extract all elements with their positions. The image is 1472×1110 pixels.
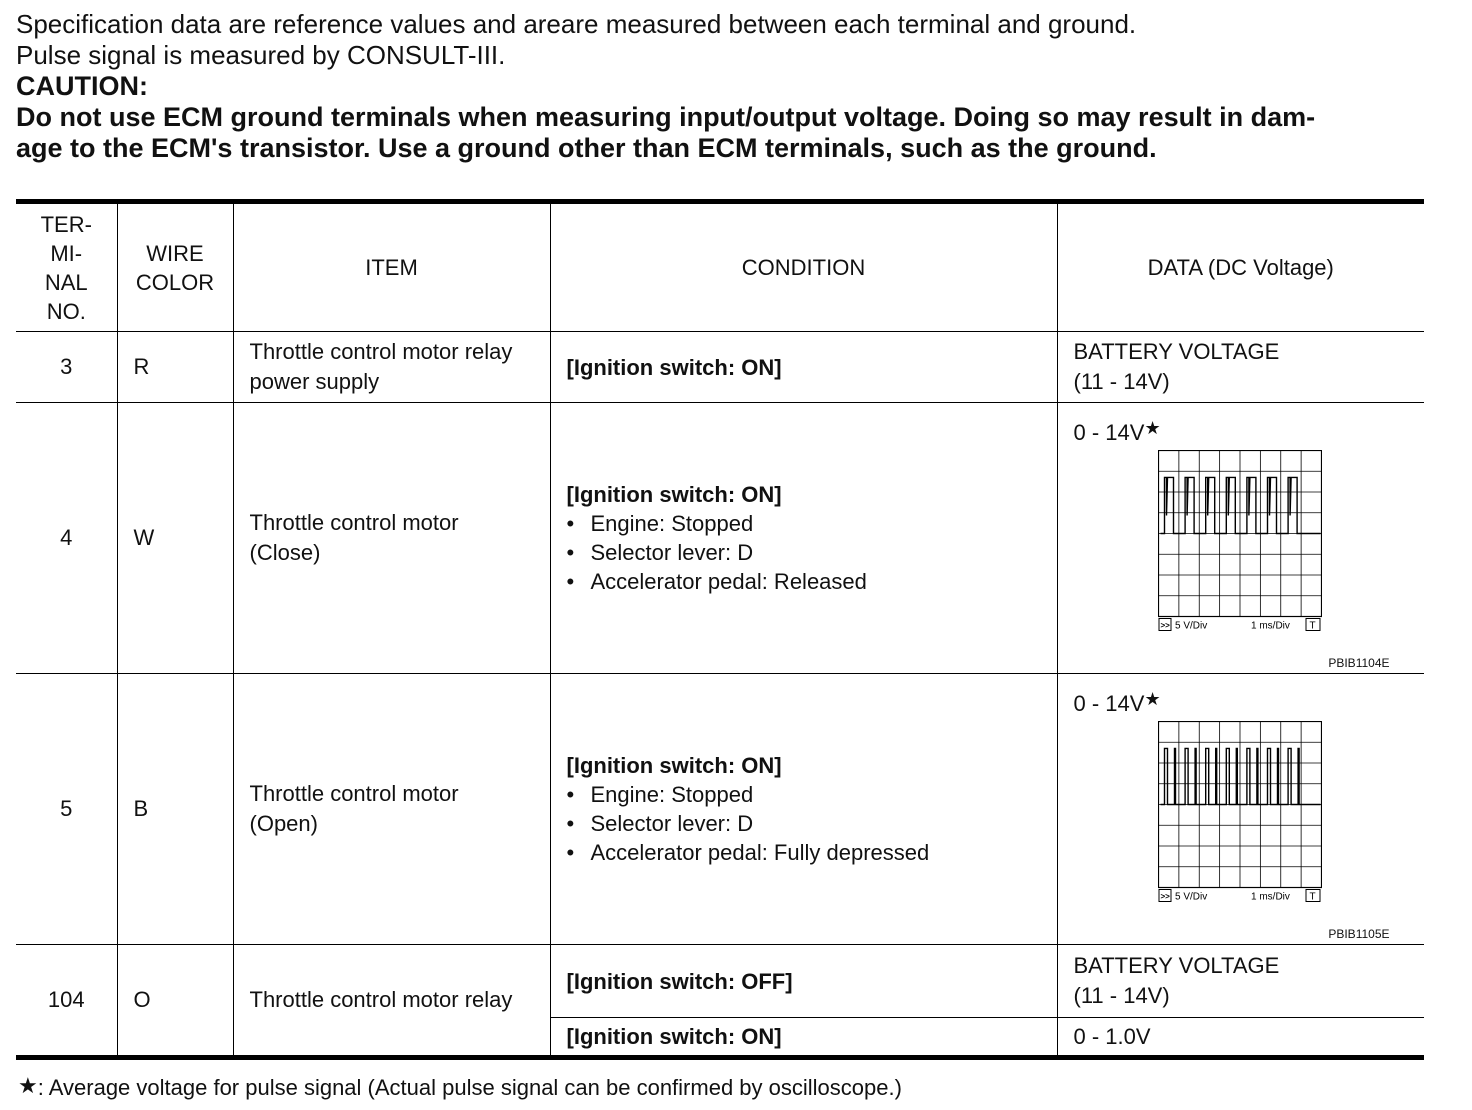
footnote-text: : Average voltage for pulse signal (Actual pulse signal can be confirmed by oscilloscope.) (37, 1075, 902, 1100)
condition-cell: [Ignition switch: OFF] (550, 945, 1057, 1018)
volts-per-div-label: 5 V/Div (1174, 891, 1207, 903)
wire-color: R (117, 332, 233, 403)
caution-line-1: Do not use ECM ground terminals when measuring input/output voltage. Doing so may result in dam- (16, 102, 1316, 132)
time-per-div-label: 1 ms/Div (1250, 891, 1290, 903)
data-cell (1057, 674, 1424, 945)
oscilloscope-waveform (1158, 721, 1322, 903)
list-item: • Engine: Stopped (567, 780, 1057, 809)
star-icon: ★ (18, 1073, 38, 1098)
table-row (16, 674, 1424, 945)
pulse-note: Pulse signal is measured by CONSULT-III. (16, 40, 506, 70)
list-item: • Engine: Stopped (567, 509, 1057, 538)
intro-text (16, 9, 1446, 164)
table-row (16, 332, 1424, 403)
data-cell: 0 - 1.0V (1057, 1018, 1424, 1058)
list-item: • Accelerator pedal: Fully depressed (567, 838, 1057, 867)
item-cell: Throttle control motor (Close) (233, 403, 550, 674)
figure-reference: PBIB1105E (1328, 927, 1390, 941)
caution-line-2: age to the ECM's transistor. Use a ground other than ECM terminals, such as the ground. (16, 133, 1157, 163)
list-item: • Accelerator pedal: Released (567, 567, 1057, 596)
oscilloscope-figure (1074, 450, 1404, 670)
data-cell (1057, 403, 1424, 674)
scope-trigger-label: T (1309, 891, 1316, 903)
table-header-row (16, 202, 1424, 332)
data-cell: BATTERY VOLTAGE (11 - 14V) (1057, 332, 1424, 403)
caution-title: CAUTION: (16, 71, 148, 101)
wire-color: O (117, 945, 233, 1058)
scope-mode-label: >> (1160, 892, 1170, 901)
header-wire-color: WIRE COLOR (117, 202, 233, 332)
wire-color: W (117, 403, 233, 674)
wire-color: B (117, 674, 233, 945)
figure-reference: PBIB1104E (1328, 656, 1390, 670)
volts-per-div-label: 5 V/Div (1174, 620, 1207, 632)
header-item: ITEM (233, 202, 550, 332)
terminal-number: 5 (16, 674, 117, 945)
terminal-number: 104 (16, 945, 117, 1058)
oscilloscope-waveform (1158, 450, 1322, 632)
header-condition: CONDITION (550, 202, 1057, 332)
terminal-number: 3 (16, 332, 117, 403)
list-item: • Selector lever: D (567, 809, 1057, 838)
item-cell: Throttle control motor relay power supply (233, 332, 550, 403)
star-icon: ★ (1144, 689, 1161, 709)
condition-list (567, 509, 1057, 596)
list-item: • Selector lever: D (567, 538, 1057, 567)
footnote (18, 1072, 902, 1102)
condition-cell: [Ignition switch: ON] • Engine: Stopped • Selector lever: D • Accelerator pedal: Fully depressed (550, 674, 1057, 945)
data-value: 0 - 14V (1073, 691, 1145, 716)
condition-cell: [Ignition switch: ON] • Engine: Stopped • Selector lever: D • Accelerator pedal: Released (550, 403, 1057, 674)
condition-cell: [Ignition switch: ON] (550, 1018, 1057, 1058)
data-value: 0 - 14V (1073, 420, 1145, 445)
oscilloscope-figure (1074, 721, 1404, 941)
spec-note: Specification data are reference values and areare measured between each terminal and ground. (16, 9, 1137, 39)
item-cell: Throttle control motor (Open) (233, 674, 550, 945)
header-data: DATA (DC Voltage) (1057, 202, 1424, 332)
scope-trigger-label: T (1309, 620, 1316, 632)
item-cell: Throttle control motor relay (233, 945, 550, 1058)
star-icon: ★ (1144, 418, 1161, 438)
time-per-div-label: 1 ms/Div (1250, 620, 1290, 632)
header-terminal: TER- MI- NAL NO. (16, 202, 117, 332)
table-row (16, 403, 1424, 674)
scope-mode-label: >> (1160, 621, 1170, 630)
terminal-number: 4 (16, 403, 117, 674)
table-row (16, 945, 1424, 1018)
condition-cell: [Ignition switch: ON] (550, 332, 1057, 403)
condition-list (567, 780, 1057, 867)
terminal-spec-table (16, 199, 1424, 1060)
data-cell: BATTERY VOLTAGE (11 - 14V) (1057, 945, 1424, 1018)
